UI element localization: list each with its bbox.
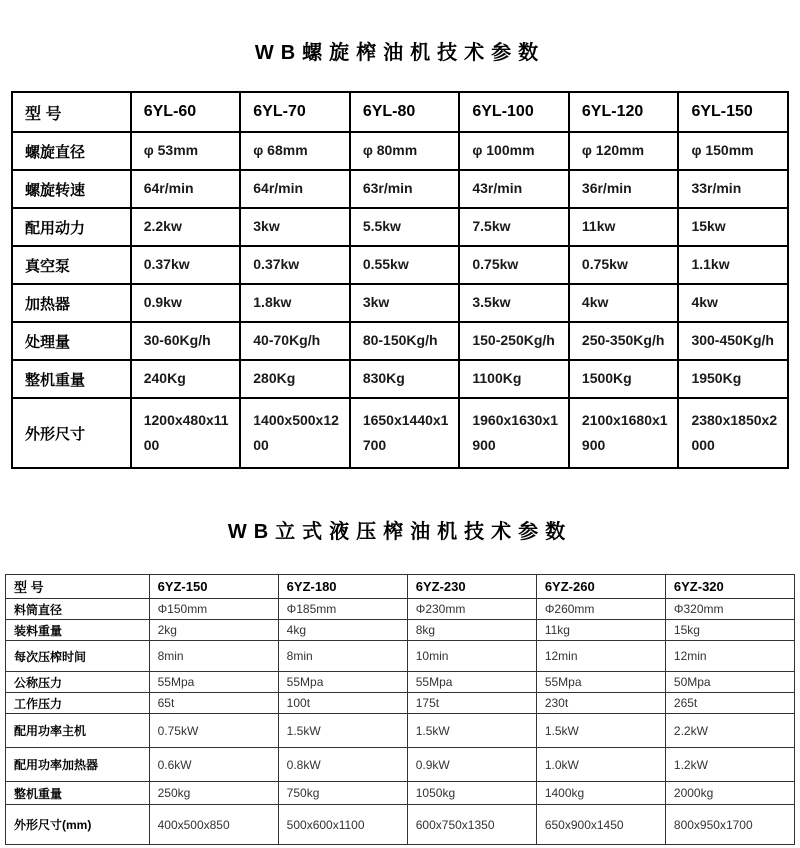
spec-value-cell: 1100Kg: [459, 360, 569, 398]
spec-value-cell: 40-70Kg/h: [240, 322, 350, 360]
spec-value-cell: Φ260mm: [536, 599, 665, 620]
spec-value-cell: 265t: [665, 693, 794, 714]
model-column-header: 6YL-70: [240, 92, 350, 132]
model-header-label: 型 号: [6, 575, 150, 599]
row-label: 配用功率加热器: [6, 748, 150, 782]
spec-value-cell: 10min: [407, 641, 536, 672]
row-label: 配用功率主机: [6, 714, 150, 748]
table-row: [12, 398, 788, 468]
spec-value-cell: 0.37kw: [131, 246, 241, 284]
row-label: 装料重量: [6, 620, 150, 641]
table-row: [6, 782, 795, 805]
spec-value-cell: 8min: [278, 641, 407, 672]
hydraulic-press-spec-table: [5, 574, 795, 845]
row-label: 真空泵: [12, 246, 131, 284]
spec-value-cell: Φ230mm: [407, 599, 536, 620]
spec-value-cell: 750kg: [278, 782, 407, 805]
model-column-header: 6YZ-180: [278, 575, 407, 599]
spec-value-cell: 1050kg: [407, 782, 536, 805]
spec-value-cell: 1200x480x1100: [131, 398, 241, 468]
spec-value-cell: 3kw: [350, 284, 460, 322]
spec-value-cell: 0.75kW: [149, 714, 278, 748]
model-column-header: 6YZ-320: [665, 575, 794, 599]
spec-value-cell: 15kg: [665, 620, 794, 641]
model-column-header: 6YZ-260: [536, 575, 665, 599]
spec-value-cell: 5.5kw: [350, 208, 460, 246]
spec-value-cell: 1.5kW: [278, 714, 407, 748]
spec-value-cell: 1650x1440x1700: [350, 398, 460, 468]
spec-value-cell: 0.75kw: [569, 246, 679, 284]
spec-value-cell: 55Mpa: [149, 672, 278, 693]
model-column-header: 6YL-60: [131, 92, 241, 132]
spec-value-cell: 8kg: [407, 620, 536, 641]
spec-value-cell: Φ185mm: [278, 599, 407, 620]
spec-value-cell: 65t: [149, 693, 278, 714]
spec-value-cell: φ 53mm: [131, 132, 241, 170]
spec-value-cell: 7.5kw: [459, 208, 569, 246]
spec-value-cell: 4kw: [569, 284, 679, 322]
row-label: 螺旋转速: [12, 170, 131, 208]
spec-value-cell: 1.5kW: [536, 714, 665, 748]
table-row: [12, 322, 788, 360]
table-row: [12, 246, 788, 284]
spec-value-cell: φ 80mm: [350, 132, 460, 170]
table-row: [12, 132, 788, 170]
spec-value-cell: 1960x1630x1900: [459, 398, 569, 468]
spec-value-cell: 400x500x850: [149, 805, 278, 845]
spec-value-cell: 0.6kW: [149, 748, 278, 782]
spec-value-cell: 33r/min: [678, 170, 788, 208]
spec-value-cell: φ 100mm: [459, 132, 569, 170]
spec-value-cell: 64r/min: [131, 170, 241, 208]
spec-value-cell: 55Mpa: [536, 672, 665, 693]
spec-value-cell: 280Kg: [240, 360, 350, 398]
row-label: 每次压榨时间: [6, 641, 150, 672]
model-column-header: 6YL-100: [459, 92, 569, 132]
spec-value-cell: Φ150mm: [149, 599, 278, 620]
row-label: 整机重量: [12, 360, 131, 398]
table-row: [6, 641, 795, 672]
spec-value-cell: 12min: [665, 641, 794, 672]
spec-value-cell: 1.0kW: [536, 748, 665, 782]
spec-value-cell: 43r/min: [459, 170, 569, 208]
spec-value-cell: 1400kg: [536, 782, 665, 805]
spec-value-cell: 250-350Kg/h: [569, 322, 679, 360]
spec-value-cell: 36r/min: [569, 170, 679, 208]
spec-value-cell: 12min: [536, 641, 665, 672]
spec-value-cell: 55Mpa: [407, 672, 536, 693]
spec-value-cell: 1950Kg: [678, 360, 788, 398]
model-column-header: 6YL-120: [569, 92, 679, 132]
spec-value-cell: 250kg: [149, 782, 278, 805]
model-header-label: 型 号: [12, 92, 131, 132]
model-column-header: 6YL-80: [350, 92, 460, 132]
spec-value-cell: 11kw: [569, 208, 679, 246]
spec-value-cell: Φ320mm: [665, 599, 794, 620]
model-column-header: 6YZ-230: [407, 575, 536, 599]
row-label: 外形尺寸(mm): [6, 805, 150, 845]
spec-value-cell: 3kw: [240, 208, 350, 246]
spec-value-cell: φ 150mm: [678, 132, 788, 170]
spec-value-cell: 30-60Kg/h: [131, 322, 241, 360]
row-label: 处理量: [12, 322, 131, 360]
spec-value-cell: 175t: [407, 693, 536, 714]
spec-value-cell: 230t: [536, 693, 665, 714]
spec-value-cell: 0.75kw: [459, 246, 569, 284]
spec-value-cell: 830Kg: [350, 360, 460, 398]
row-label: 配用动力: [12, 208, 131, 246]
spec-value-cell: 2.2kW: [665, 714, 794, 748]
screw-press-table-title: WB螺旋榨油机技术参数: [254, 42, 546, 64]
spec-value-cell: 1400x500x1200: [240, 398, 350, 468]
row-label: 螺旋直径: [12, 132, 131, 170]
spec-value-cell: 240Kg: [131, 360, 241, 398]
spec-value-cell: 600x750x1350: [407, 805, 536, 845]
spec-value-cell: φ 68mm: [240, 132, 350, 170]
spec-value-cell: 64r/min: [240, 170, 350, 208]
spec-value-cell: 100t: [278, 693, 407, 714]
table-row: [6, 805, 795, 845]
spec-value-cell: 1.8kw: [240, 284, 350, 322]
spec-value-cell: 2kg: [149, 620, 278, 641]
table-row: [12, 284, 788, 322]
spec-value-cell: 15kw: [678, 208, 788, 246]
spec-value-cell: 8min: [149, 641, 278, 672]
spec-value-cell: 3.5kw: [459, 284, 569, 322]
spec-value-cell: 50Mpa: [665, 672, 794, 693]
header-row: [6, 575, 795, 599]
spec-value-cell: 0.9kW: [407, 748, 536, 782]
table-row: [12, 208, 788, 246]
table-row: [6, 672, 795, 693]
table-row: [6, 748, 795, 782]
spec-value-cell: 0.8kW: [278, 748, 407, 782]
hydraulic-press-table-title: WB立式液压榨油机技术参数: [227, 521, 573, 543]
spec-value-cell: 2000kg: [665, 782, 794, 805]
spec-value-cell: 4kg: [278, 620, 407, 641]
table-row: [6, 599, 795, 620]
spec-value-cell: 11kg: [536, 620, 665, 641]
row-label: 工作压力: [6, 693, 150, 714]
row-label: 公称压力: [6, 672, 150, 693]
spec-value-cell: 1.5kW: [407, 714, 536, 748]
table-row: [6, 714, 795, 748]
spec-value-cell: 1500Kg: [569, 360, 679, 398]
spec-value-cell: φ 120mm: [569, 132, 679, 170]
row-label: 整机重量: [6, 782, 150, 805]
screw-press-spec-table: [11, 91, 789, 469]
spec-value-cell: 63r/min: [350, 170, 460, 208]
spec-value-cell: 0.37kw: [240, 246, 350, 284]
spec-value-cell: 650x900x1450: [536, 805, 665, 845]
spec-value-cell: 800x950x1700: [665, 805, 794, 845]
spec-value-cell: 1.2kW: [665, 748, 794, 782]
spec-value-cell: 0.55kw: [350, 246, 460, 284]
spec-value-cell: 2380x1850x2000: [678, 398, 788, 468]
model-column-header: 6YZ-150: [149, 575, 278, 599]
spec-value-cell: 2.2kw: [131, 208, 241, 246]
table-row: [12, 360, 788, 398]
row-label: 外形尺寸: [12, 398, 131, 468]
row-label: 料筒直径: [6, 599, 150, 620]
row-label: 加热器: [12, 284, 131, 322]
spec-value-cell: 300-450Kg/h: [678, 322, 788, 360]
header-row: [12, 92, 788, 132]
spec-value-cell: 500x600x1100: [278, 805, 407, 845]
spec-value-cell: 0.9kw: [131, 284, 241, 322]
table-row: [6, 693, 795, 714]
spec-value-cell: 80-150Kg/h: [350, 322, 460, 360]
spec-value-cell: 2100x1680x1900: [569, 398, 679, 468]
spec-value-cell: 4kw: [678, 284, 788, 322]
table-row: [12, 170, 788, 208]
spec-value-cell: 150-250Kg/h: [459, 322, 569, 360]
table-row: [6, 620, 795, 641]
spec-value-cell: 55Mpa: [278, 672, 407, 693]
spec-value-cell: 1.1kw: [678, 246, 788, 284]
model-column-header: 6YL-150: [678, 92, 788, 132]
